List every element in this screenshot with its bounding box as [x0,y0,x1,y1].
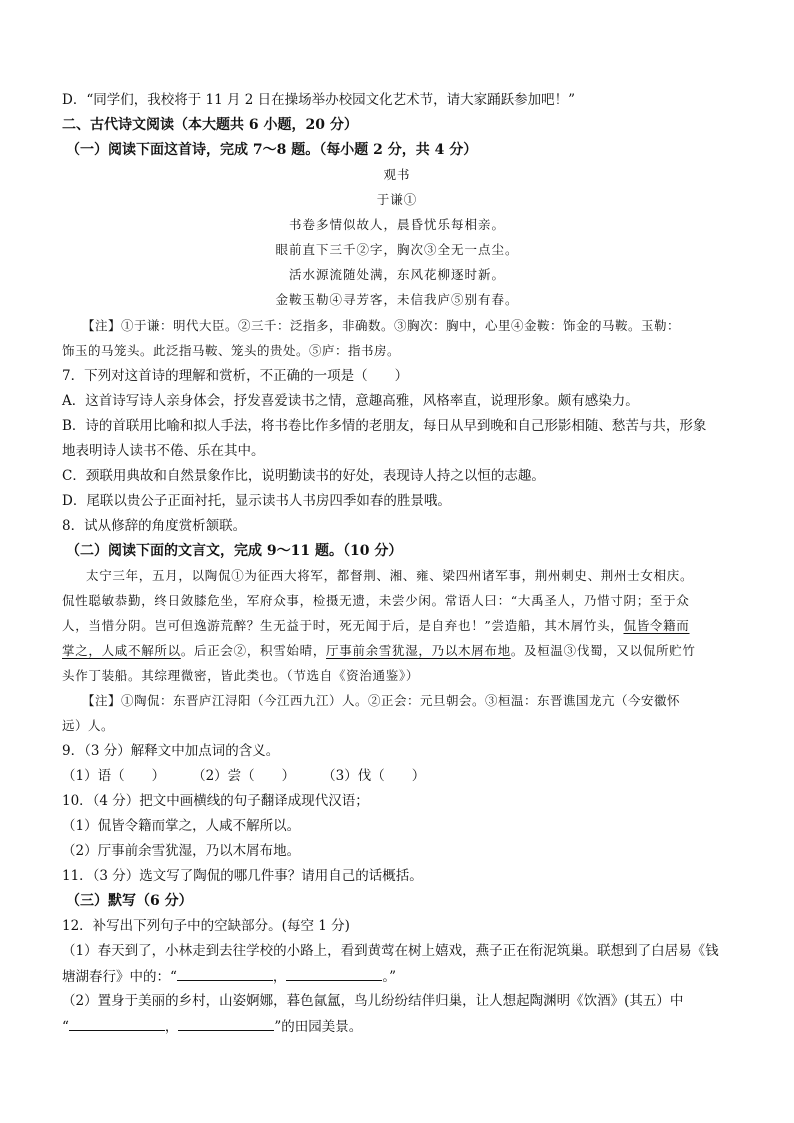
question-7-option-b-line-1: B．诗的首联用比喻和拟人手法，将书卷比作多情的老朋友，每日从早到晚和自己形影相随、愁苦与共，形象 [62,418,707,434]
answer-blank-3[interactable] [69,1016,165,1031]
question-7-option-d: D．尾联以贵公子正面衬托，显示读书人书房四季如春的胜景哦。 [62,493,451,509]
prose-line-2: 侃性聪敏恭勤，终日敛膝危坐，军府众事，检摄无遗，未尝少闲。常语人曰：“大禹圣人，乃惜寸阴；至于众 [62,593,690,608]
prose-line-5: 头作丁装船。其综理微密，皆此类也。（节选自《资治通鉴》） [62,668,420,683]
question-12-item-2-suffix: ”的田园美景。 [274,1019,363,1035]
subsection-heading-poem: （一）阅读下面这首诗，完成 7～8 题。（每小题 2 分，共 4 分） [66,142,478,158]
question-10-item-2: （2）厅事前余雪犹湿，乃以木屑布地。 [62,843,301,859]
prose-line-3 [62,616,690,636]
question-12-item-1-prefix: 塘湖春行》中的：“ [62,969,177,985]
prose-note-line-1: 【注】①陶侃：东晋庐江浔阳（今江西九江）人。②正会：元旦朝会。③桓温：东晋谯国龙亢（今安徽怀 [82,693,681,708]
question-10-item-1: （1）侃皆令籍而掌之，人咸不解所以。 [62,818,301,834]
answer-blank-1[interactable] [177,966,273,981]
underlined-sentence-1-part-a: 侃皆令籍而 [623,618,690,633]
question-12-item-2-prefix: “ [62,1019,69,1035]
poem-author: 于谦① [376,192,418,207]
question-9: 9．（3 分）解释文中加点词的含义。 [62,743,280,759]
poem-title: 观书 [383,167,411,182]
question-12-item-2-line-2 [62,1016,362,1037]
poem-note-line-1: 【注】①于谦：明代大臣。②三千：泛指多，非确数。③胸次：胸中，心里④金鞍：饰金的马鞍。玉勒： [82,318,681,333]
question-12: 12．补写出下列句子中的空缺部分。(每空 1 分) [62,918,350,934]
poem-line-3: 活水源流随处满，东风花柳逐时新。 [288,267,505,282]
prose-line-4-text-a: 。后正会②，积雪始晴， [180,643,327,658]
subsection-heading-dictation: （三）默写（6 分） [66,893,193,909]
prose-line-4 [62,641,696,661]
poem-line-2: 眼前直下三千②字，胸次③全无一点尘。 [275,242,519,257]
subsection-heading-classical-prose: （二）阅读下面的文言文，完成 9～11 题。（10 分） [66,543,403,559]
answer-blank-2[interactable] [286,966,382,981]
answer-blank-4[interactable] [178,1016,274,1031]
underlined-sentence-2: 厅事前余雪犹湿，乃以木屑布地 [326,643,511,658]
prose-line-4-text-b: 。及桓温③伐蜀，又以侃所贮竹 [510,643,696,658]
prose-note-line-2: 远）人。 [62,718,115,733]
poem-line-1: 书卷多情似故人，晨昏忧乐每相亲。 [288,217,505,232]
question-11: 11．（3 分）选文写了陶侃的哪几件事？请用自己的话概括。 [62,868,423,884]
option-d-text: D．“同学们，我校将于 11 月 2 日在操场举办校园文化艺术节，请大家踊跃参加吧！” [62,92,576,108]
question-7-option-a: A．这首诗写诗人亲身体会，抒发喜爱读书之情，意趣高雅，风格率直，说理形象。颇有感染力。 [62,393,639,409]
question-12-item-2-separator: ， [164,1019,179,1035]
underlined-sentence-1-part-b: 掌之，人咸不解所以 [62,643,181,658]
prose-line-3-text: 人，当惜分阴。岂可但逸游荒醉？生无益于时，死无闻于后，是自弃也！”尝造船，其木屑竹头， [62,618,624,633]
question-7: 7．下列对这首诗的理解和赏析，不正确的一项是（ ） [62,368,409,384]
poem-note-line-2: 饰玉的马笼头。此泛指马鞍、笼头的贵处。⑤庐：指书房。 [62,343,401,358]
question-7-option-b-line-2: 地表明诗人读书不倦、乐在其中。 [62,443,265,459]
question-7-option-c: C．颈联用典故和自然景象作比，说明勤读书的好处，表现诗人持之以恒的志趣。 [62,468,545,484]
question-12-item-1-suffix: 。” [382,969,397,985]
question-12-item-2-line-1: （2）置身于美丽的乡村，山姿婀娜，暮色氤氲，鸟儿纷纷结伴归巢，让人想起陶渊明《饮酒》(其五）中 [62,993,684,1009]
question-8: 8．试从修辞的角度赏析颔联。 [62,518,247,534]
question-12-item-1-line-2 [62,966,396,987]
question-9-options: （1）语（ ） （2）尝（ ） （3）伐（ ） [62,768,426,784]
section-heading-ancient-poetry: 二、古代诗文阅读（本大题共 6 小题，20 分） [62,117,358,133]
poem-line-4: 金鞍玉勒④寻芳客，未信我庐⑤别有春。 [275,292,519,307]
prose-line-1: 太宁三年，五月，以陶侃①为征西大将军，都督荆、湘、雍、梁四州诸军事，荆州刺史、荆州士女相庆。 [86,568,694,583]
question-10: 10．（4 分）把文中画横线的句子翻译成现代汉语； [62,793,369,809]
question-12-item-1-separator: ， [272,969,287,985]
question-12-item-1-line-1: （1）春天到了，小林走到去往学校的小路上，看到黄莺在树上嬉戏，燕子正在衔泥筑巢。联想到了白居易《钱 [62,943,719,959]
